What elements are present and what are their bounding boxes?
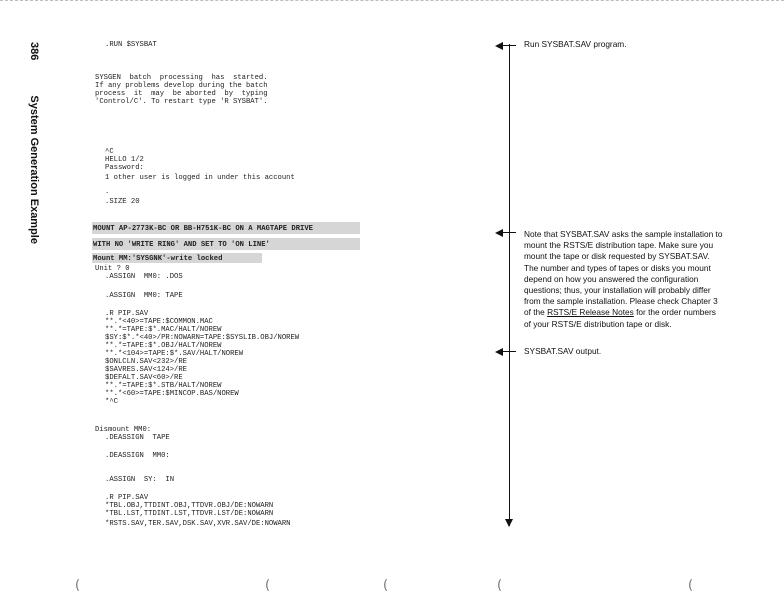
binding-hole-mark: ( [75, 578, 81, 593]
annotation-bracket-line [509, 44, 510, 526]
console-line: .ASSIGN SY: IN [105, 476, 175, 484]
note-mount-tape-text-end: for the order numbers of your RSTS/E distribution tape or disk. [524, 307, 716, 329]
console-line: SYSGEN batch processing has started. [95, 74, 268, 82]
console-line: **.*<60>=TAPE:$MINCOP.BAS/NOREW [105, 390, 239, 398]
console-line: .SIZE 20 [105, 198, 140, 206]
console-line: Unit ? 0 [95, 265, 130, 273]
console-line: *^C [105, 398, 118, 406]
console-line: $SAVRES.SAV<124>/RE [105, 366, 187, 374]
section-title: System Generation Example [28, 95, 40, 244]
binding-hole-mark: ( [265, 578, 271, 593]
console-line: .ASSIGN MM0: .DOS [105, 273, 183, 281]
mount-request-line: Mount MM:'SYSGNK'-write locked [93, 255, 223, 263]
console-line: .DEASSIGN TAPE [105, 434, 170, 442]
console-line: Password: [105, 164, 144, 172]
annotation-line-end-arrow-icon [505, 519, 513, 527]
console-line: .R PIP.SAV [105, 310, 149, 318]
console-line: **.*<40>=TAPE:$COMMON.MAC [105, 318, 213, 326]
console-line: **.*=TAPE:$*.OBJ/HALT/NOREW [105, 342, 222, 350]
console-line: .DEASSIGN MM0: [105, 452, 170, 460]
console-line: **.*=TAPE:$*.STB/HALT/NOREW [105, 382, 222, 390]
annotation-arrow-icon [502, 351, 516, 352]
mount-request-line: WITH NO 'WRITE RING' AND SET TO 'ON LINE' [93, 241, 270, 249]
console-line: **.*=TAPE:$*.MAC/HALT/NOREW [105, 326, 222, 334]
console-line: **.*<104>=TAPE:$*.SAV/HALT/NOREW [105, 350, 244, 358]
annotation-arrow-icon [502, 232, 516, 233]
console-line: Dismount MM0: [95, 426, 152, 434]
console-line: .R PIP.SAV [105, 494, 149, 502]
console-line: If any problems develop during the batch [95, 82, 268, 90]
console-line: $ONLCLN.SAV<232>/RE [105, 358, 187, 366]
page-number: 386 [28, 42, 40, 61]
console-line: 'Control/C'. To restart type 'R SYSBAT'. [95, 98, 268, 106]
binding-hole-mark: ( [497, 578, 503, 593]
console-line: HELLO 1/2 [105, 156, 144, 164]
console-line: ^C [105, 148, 114, 156]
mount-request-line: MOUNT AP-2773K-BC OR BB-H751K-BC ON A MAGTAPE DRIVE [93, 225, 313, 233]
binding-hole-mark: ( [383, 578, 389, 593]
note-mount-tape-text: Note that SYSBAT.SAV asks the sample installation to mount the RSTS/E distribution tape. Make sure you mount the tape or disk requested by SYSBAT.SAV. The number and types of tapes or disks you mount depend on how you answered the configuration questions; thus, your installation will probably differ from the sample installation. Please check Chapter 3 of the [524, 229, 723, 318]
note-run-sysbat: Run SYSBAT.SAV program. [524, 39, 627, 49]
annotation-arrow-icon [502, 45, 516, 46]
console-line: *TBL.LST,TTDINT.LST,TTDVR.LST/DE:NOWARN [105, 510, 274, 518]
console-line: *TBL.OBJ,TTDINT.OBJ,TTDVR.OBJ/DE:NOWARN [105, 502, 274, 510]
console-line: *RSTS.SAV,TER.SAV,DSK.SAV,XVR.SAV/DE:NOWARN [105, 520, 291, 528]
note-mount-tape [524, 229, 724, 330]
note-sysbat-output: SYSBAT.SAV output. [524, 346, 602, 356]
console-line: . [105, 188, 110, 196]
console-line: process it may be aborted by typing [95, 90, 268, 98]
console-line: .RUN $SYSBAT [105, 41, 157, 49]
console-line: .ASSIGN MM0: TAPE [105, 292, 183, 300]
binding-hole-mark: ( [688, 578, 694, 593]
console-line: $SY:$*.*<40>/PR:NOWARN=TAPE:$SYSLIB.OBJ/NOREW [105, 334, 300, 342]
console-line: 1 other user is logged in under this account [105, 174, 295, 182]
release-notes-reference: RSTS/E Release Notes [547, 307, 634, 318]
console-line: $DEFALT.SAV<60>/RE [105, 374, 183, 382]
